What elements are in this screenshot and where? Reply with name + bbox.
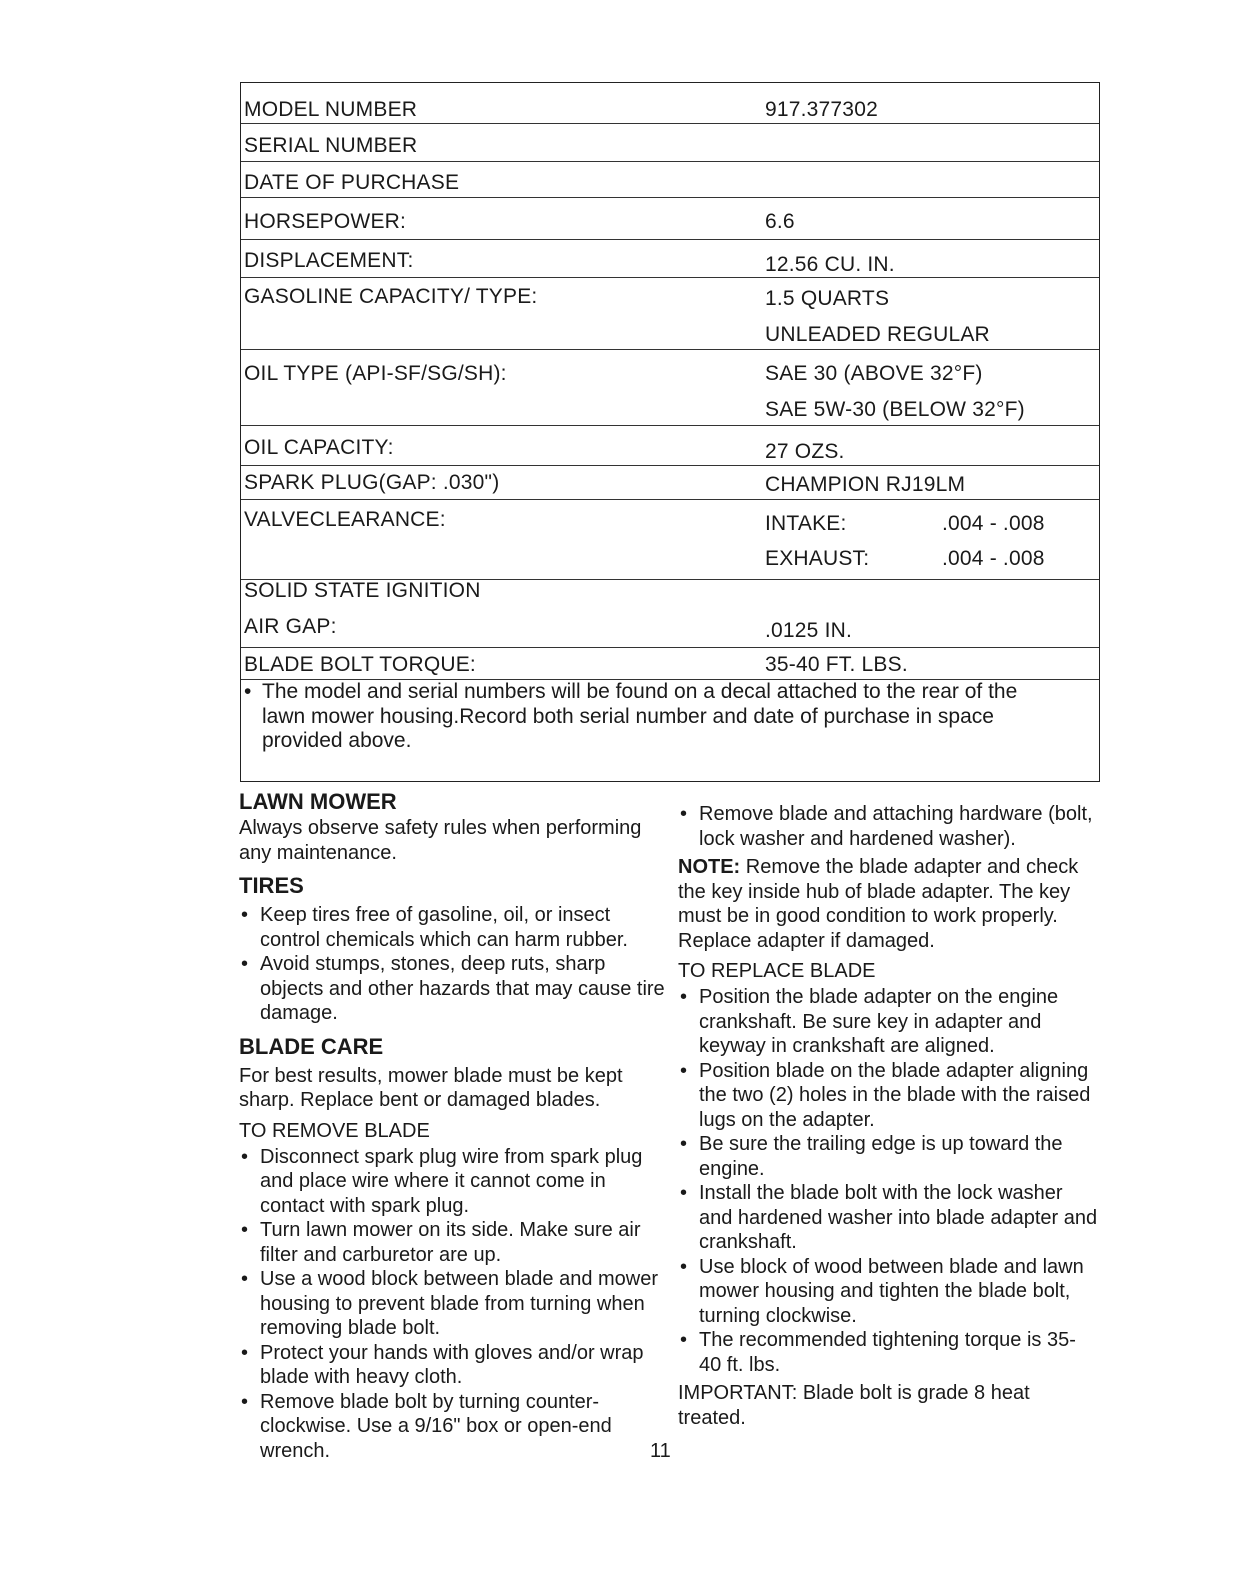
list-item-text: Remove blade bolt by turning counter-clockwise. Use a 9/16" box or open-end wrench. [260,1390,612,1462]
spec-value: INTAKE: [765,512,847,535]
list-item-text: Avoid stumps, stones, deep ruts, sharp objects and other hazards that may cause tire damage. [260,953,665,1024]
page-number: 11 [650,1440,671,1462]
list-item [678,1132,1098,1181]
bullet-icon: • [241,1268,249,1290]
spec-label: HORSEPOWER: [244,210,407,233]
spec-value: CHAMPION RJ19LM [765,473,966,496]
list-item [239,1145,669,1219]
list-item [239,1341,669,1390]
spec-row-model-number [241,83,1099,124]
list-item [239,1218,669,1267]
list-item-text: Remove blade and attaching hardware (bolt, lock washer and hardened washer). [699,803,1093,850]
list-item [678,1181,1098,1255]
serial-location-note [244,680,1074,754]
spec-label: SPARK PLUG(GAP: .030") [244,471,500,494]
list-item [239,1390,669,1464]
bullet-icon: • [680,986,688,1008]
note-paragraph [678,855,1098,953]
spec-row-ignition [241,579,1099,609]
list-item-text: Use block of wood between blade and lawn mower housing and tighten the blade bolt, turning clockwise. [699,1255,1084,1327]
bullet-icon: • [680,1182,688,1204]
bullet-icon: • [680,803,688,825]
spec-label: BLADE BOLT TORQUE: [244,653,476,676]
heading-tires: TIRES [239,873,304,898]
list-item [678,1059,1098,1133]
bullet-icon: • [241,1390,249,1413]
bullet-icon: • [244,680,252,703]
spec-row-serial-number [241,123,1099,162]
list-item [678,985,1098,1059]
note-line: lawn mower housing.Record both serial number and date of purchase in space [262,704,994,728]
blade-care-text: For best results, mower blade must be kept sharp. Replace bent or damaged blades. [239,1064,623,1111]
list-item-text: Turn lawn mower on its side. Make sure air filter and carburetor are up. [260,1219,641,1266]
spec-label: SERIAL NUMBER [244,134,418,157]
spec-row-oil-type [241,349,1099,426]
bullet-icon: • [680,1133,688,1155]
intro-text: Always observe safety rules when performing any maintenance. [239,817,642,864]
spec-label: DATE OF PURCHASE [244,171,460,194]
spec-value: 12.56 CU. IN. [765,253,895,276]
spec-value: .004 - .008 [942,512,1045,535]
spec-value: EXHAUST: [765,547,870,570]
list-item [678,1328,1098,1377]
spec-label: DISPLACEMENT: [244,249,414,272]
bullet-icon: • [241,1145,249,1168]
spec-value: 27 OZS. [765,440,845,463]
spec-label: OIL TYPE (API-SF/SG/SH): [244,362,507,385]
list-item-text: Disconnect spark plug wire from spark plug and place wire where it cannot come in contact with spark plug. [260,1145,643,1217]
spec-value: .0125 IN. [765,619,853,642]
tires-list [239,903,669,1026]
right-column [678,802,1098,1434]
spec-row-displacement [241,239,1099,278]
important-note: IMPORTANT: Blade bolt is grade 8 heat treated. [678,1382,1030,1429]
bullet-icon: • [680,1329,688,1351]
list-item [239,903,669,952]
spec-value: SAE 5W-30 (BELOW 32°F) [765,398,1025,421]
bullet-icon: • [241,953,249,975]
spec-row-horsepower [241,197,1099,240]
spec-value: 1.5 QUARTS [765,287,890,310]
remove-hardware-list [678,802,1098,851]
list-item-text: Use a wood block between blade and mower housing to prevent blade from turning when removing blade bolt. [260,1268,659,1339]
list-item [239,952,669,1026]
spec-value: UNLEADED REGULAR [765,323,990,346]
bullet-icon: • [680,1255,688,1278]
list-item-text: Be sure the trailing edge is up toward the engine. [699,1133,1063,1180]
spec-label: VALVECLEARANCE: [244,508,446,531]
section-title-lawn-mower: LAWN MOWER [239,789,397,814]
list-item [678,1255,1098,1329]
left-column [239,788,669,1467]
spec-value: .004 - .008 [942,547,1045,570]
spec-row-gasoline [241,277,1099,350]
spec-label: SOLID STATE IGNITION [244,579,481,602]
list-item [678,802,1098,851]
list-item-text: Protect your hands with gloves and/or wrap blade with heavy cloth. [260,1341,644,1388]
list-item-text: The recommended tightening torque is 35-40 ft. lbs. [699,1329,1076,1376]
heading-blade-care: BLADE CARE [239,1033,384,1059]
note-label: NOTE: [678,856,741,878]
spec-row-blade-bolt-torque [241,647,1099,680]
remove-blade-list [239,1145,669,1464]
specifications-table [240,82,1100,782]
heading-to-remove-blade: TO REMOVE BLADE [239,1119,430,1142]
spec-label: AIR GAP: [244,615,337,638]
list-item-text: Keep tires free of gasoline, oil, or insect control chemicals which can harm rubber. [260,904,628,951]
list-item-text: Position blade on the blade adapter aligning the two (2) holes in the blade with the raised lugs on the adapter. [699,1059,1091,1131]
spec-row-air-gap [241,609,1099,648]
note-line: provided above. [262,729,412,752]
spec-label: GASOLINE CAPACITY/ TYPE: [244,285,538,308]
list-item-text: Position the blade adapter on the engine crankshaft. Be sure key in adapter and keyway in crankshaft are aligned. [699,986,1059,1057]
bullet-icon: • [680,1059,688,1082]
spec-value: 35-40 FT. LBS. [765,653,908,676]
spec-row-date-of-purchase [241,161,1099,198]
bullet-icon: • [241,904,249,926]
spec-row-spark-plug [241,465,1099,500]
spec-label: MODEL NUMBER [244,98,418,121]
spec-value: SAE 30 (ABOVE 32°F) [765,362,983,385]
spec-row-valve-clearance [241,499,1099,580]
list-item [239,1267,669,1341]
list-item-text: Install the blade bolt with the lock washer and hardened washer into blade adapter and crankshaft. [699,1182,1098,1253]
bullet-icon: • [241,1341,249,1364]
spec-value: 917.377302 [765,98,878,121]
spec-row-oil-capacity [241,425,1099,466]
replace-blade-list [678,985,1098,1377]
spec-value: 6.6 [765,210,795,233]
note-line: The model and serial numbers will be found on a decal attached to the rear of the [262,680,1018,703]
note-text: Remove the blade adapter and check the key inside hub of blade adapter. The key must be in good condition to work properly. Replace adapter if damaged. [678,856,1079,952]
spec-label: OIL CAPACITY: [244,436,394,459]
heading-to-replace-blade: TO REPLACE BLADE [678,960,876,982]
bullet-icon: • [241,1219,249,1241]
